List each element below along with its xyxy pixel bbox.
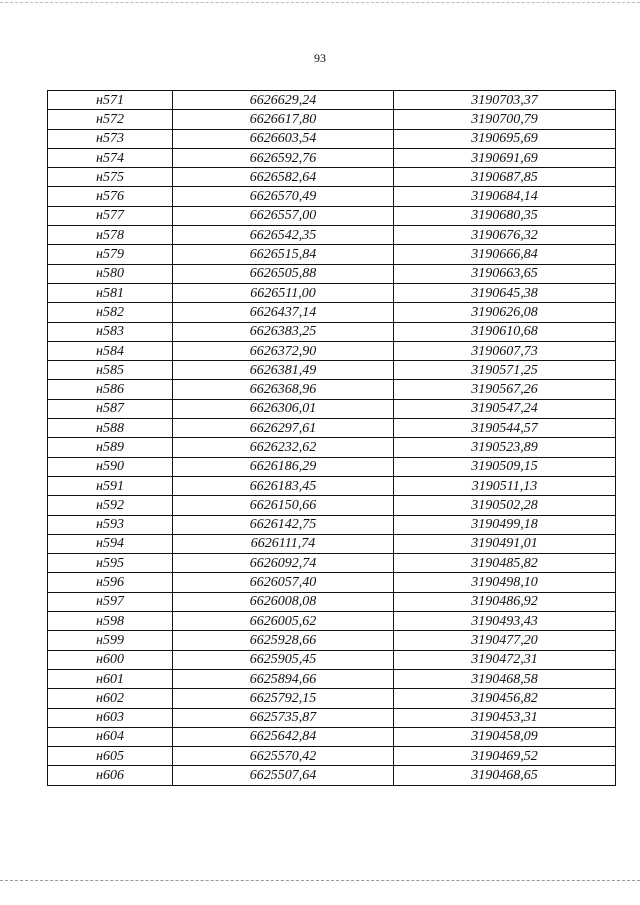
x-coordinate-cell: 6626629,24 [173,91,394,110]
x-coordinate-cell: 6626592,76 [173,148,394,167]
table-row [48,322,616,341]
table-row [48,264,616,283]
x-coordinate-cell: 6626057,40 [173,573,394,592]
y-coordinate-cell: 3190472,31 [394,650,616,669]
x-coordinate-cell: 6625928,66 [173,631,394,650]
point-id-cell: н596 [48,573,173,592]
y-coordinate-cell: 3190567,26 [394,380,616,399]
coordinates-table [47,90,616,786]
y-coordinate-cell: 3190509,15 [394,457,616,476]
x-coordinate-cell: 6626306,01 [173,399,394,418]
point-id-cell: н605 [48,747,173,766]
point-id-cell: н577 [48,206,173,225]
point-id-cell: н586 [48,380,173,399]
y-coordinate-cell: 3190680,35 [394,206,616,225]
point-id-cell: н580 [48,264,173,283]
page-number: 93 [314,51,326,65]
x-coordinate-cell: 6626582,64 [173,168,394,187]
table-row [48,650,616,669]
table-row [48,187,616,206]
y-coordinate-cell: 3190700,79 [394,110,616,129]
point-id-cell: н602 [48,689,173,708]
y-coordinate-cell: 3190691,69 [394,148,616,167]
y-coordinate-cell: 3190477,20 [394,631,616,650]
table-row [48,129,616,148]
y-coordinate-cell: 3190695,69 [394,129,616,148]
y-coordinate-cell: 3190666,84 [394,245,616,264]
x-coordinate-cell: 6626150,66 [173,496,394,515]
x-coordinate-cell: 6626570,49 [173,187,394,206]
point-id-cell: н583 [48,322,173,341]
table-row [48,631,616,650]
point-id-cell: н571 [48,91,173,110]
x-coordinate-cell: 6626511,00 [173,283,394,302]
point-id-cell: н589 [48,438,173,457]
y-coordinate-cell: 3190663,65 [394,264,616,283]
point-id-cell: н597 [48,592,173,611]
coordinates-table-body [48,91,616,786]
y-coordinate-cell: 3190544,57 [394,419,616,438]
y-coordinate-cell: 3190626,08 [394,303,616,322]
point-id-cell: н584 [48,341,173,360]
x-coordinate-cell: 6626008,08 [173,592,394,611]
x-coordinate-cell: 6625570,42 [173,747,394,766]
point-id-cell: н593 [48,515,173,534]
y-coordinate-cell: 3190502,28 [394,496,616,515]
y-coordinate-cell: 3190469,52 [394,747,616,766]
x-coordinate-cell: 6625792,15 [173,689,394,708]
point-id-cell: н590 [48,457,173,476]
x-coordinate-cell: 6625905,45 [173,650,394,669]
x-coordinate-cell: 6626186,29 [173,457,394,476]
y-coordinate-cell: 3190456,82 [394,689,616,708]
table-row [48,457,616,476]
y-coordinate-cell: 3190687,85 [394,168,616,187]
table-row [48,573,616,592]
x-coordinate-cell: 6626603,54 [173,129,394,148]
table-row [48,669,616,688]
point-id-cell: н600 [48,650,173,669]
x-coordinate-cell: 6626183,45 [173,476,394,495]
scan-edge-bottom [0,880,640,882]
table-row [48,689,616,708]
table-row [48,612,616,631]
y-coordinate-cell: 3190468,65 [394,766,616,785]
point-id-cell: н588 [48,419,173,438]
x-coordinate-cell: 6626142,75 [173,515,394,534]
x-coordinate-cell: 6626005,62 [173,612,394,631]
x-coordinate-cell: 6626092,74 [173,554,394,573]
x-coordinate-cell: 6626542,35 [173,226,394,245]
table-row [48,399,616,418]
point-id-cell: н591 [48,476,173,495]
x-coordinate-cell: 6626368,96 [173,380,394,399]
y-coordinate-cell: 3190645,38 [394,283,616,302]
point-id-cell: н576 [48,187,173,206]
y-coordinate-cell: 3190468,58 [394,669,616,688]
table-row [48,419,616,438]
point-id-cell: н575 [48,168,173,187]
point-id-cell: н578 [48,226,173,245]
table-row [48,245,616,264]
x-coordinate-cell: 6626383,25 [173,322,394,341]
x-coordinate-cell: 6626505,88 [173,264,394,283]
x-coordinate-cell: 6626515,84 [173,245,394,264]
table-row [48,534,616,553]
point-id-cell: н581 [48,283,173,302]
x-coordinate-cell: 6626437,14 [173,303,394,322]
y-coordinate-cell: 3190486,92 [394,592,616,611]
x-coordinate-cell: 6626381,49 [173,361,394,380]
point-id-cell: н592 [48,496,173,515]
point-id-cell: н579 [48,245,173,264]
table-row [48,168,616,187]
x-coordinate-cell: 6625507,64 [173,766,394,785]
point-id-cell: н595 [48,554,173,573]
y-coordinate-cell: 3190458,09 [394,727,616,746]
x-coordinate-cell: 6625894,66 [173,669,394,688]
table-row [48,766,616,785]
x-coordinate-cell: 6626111,74 [173,534,394,553]
table-row [48,747,616,766]
y-coordinate-cell: 3190547,24 [394,399,616,418]
y-coordinate-cell: 3190703,37 [394,91,616,110]
y-coordinate-cell: 3190453,31 [394,708,616,727]
y-coordinate-cell: 3190676,32 [394,226,616,245]
table-row [48,361,616,380]
y-coordinate-cell: 3190493,43 [394,612,616,631]
point-id-cell: н603 [48,708,173,727]
x-coordinate-cell: 6625642,84 [173,727,394,746]
point-id-cell: н594 [48,534,173,553]
y-coordinate-cell: 3190684,14 [394,187,616,206]
table-row [48,303,616,322]
table-row [48,380,616,399]
point-id-cell: н587 [48,399,173,418]
point-id-cell: н572 [48,110,173,129]
table-row [48,341,616,360]
table-row [48,148,616,167]
table-row [48,554,616,573]
y-coordinate-cell: 3190610,68 [394,322,616,341]
point-id-cell: н585 [48,361,173,380]
point-id-cell: н598 [48,612,173,631]
point-id-cell: н601 [48,669,173,688]
y-coordinate-cell: 3190523,89 [394,438,616,457]
y-coordinate-cell: 3190571,25 [394,361,616,380]
x-coordinate-cell: 6626372,90 [173,341,394,360]
table-row [48,110,616,129]
y-coordinate-cell: 3190499,18 [394,515,616,534]
table-row [48,226,616,245]
point-id-cell: н573 [48,129,173,148]
table-row [48,91,616,110]
table-row [48,206,616,225]
table-row [48,515,616,534]
x-coordinate-cell: 6626297,61 [173,419,394,438]
y-coordinate-cell: 3190511,13 [394,476,616,495]
point-id-cell: н604 [48,727,173,746]
table-row [48,476,616,495]
x-coordinate-cell: 6625735,87 [173,708,394,727]
point-id-cell: н606 [48,766,173,785]
x-coordinate-cell: 6626557,00 [173,206,394,225]
scan-edge-top [0,2,640,4]
table-row [48,727,616,746]
y-coordinate-cell: 3190491,01 [394,534,616,553]
table-row [48,283,616,302]
table-row [48,592,616,611]
table-row [48,496,616,515]
x-coordinate-cell: 6626232,62 [173,438,394,457]
x-coordinate-cell: 6626617,80 [173,110,394,129]
y-coordinate-cell: 3190498,10 [394,573,616,592]
point-id-cell: н599 [48,631,173,650]
table-row [48,708,616,727]
y-coordinate-cell: 3190607,73 [394,341,616,360]
point-id-cell: н574 [48,148,173,167]
y-coordinate-cell: 3190485,82 [394,554,616,573]
point-id-cell: н582 [48,303,173,322]
table-row [48,438,616,457]
